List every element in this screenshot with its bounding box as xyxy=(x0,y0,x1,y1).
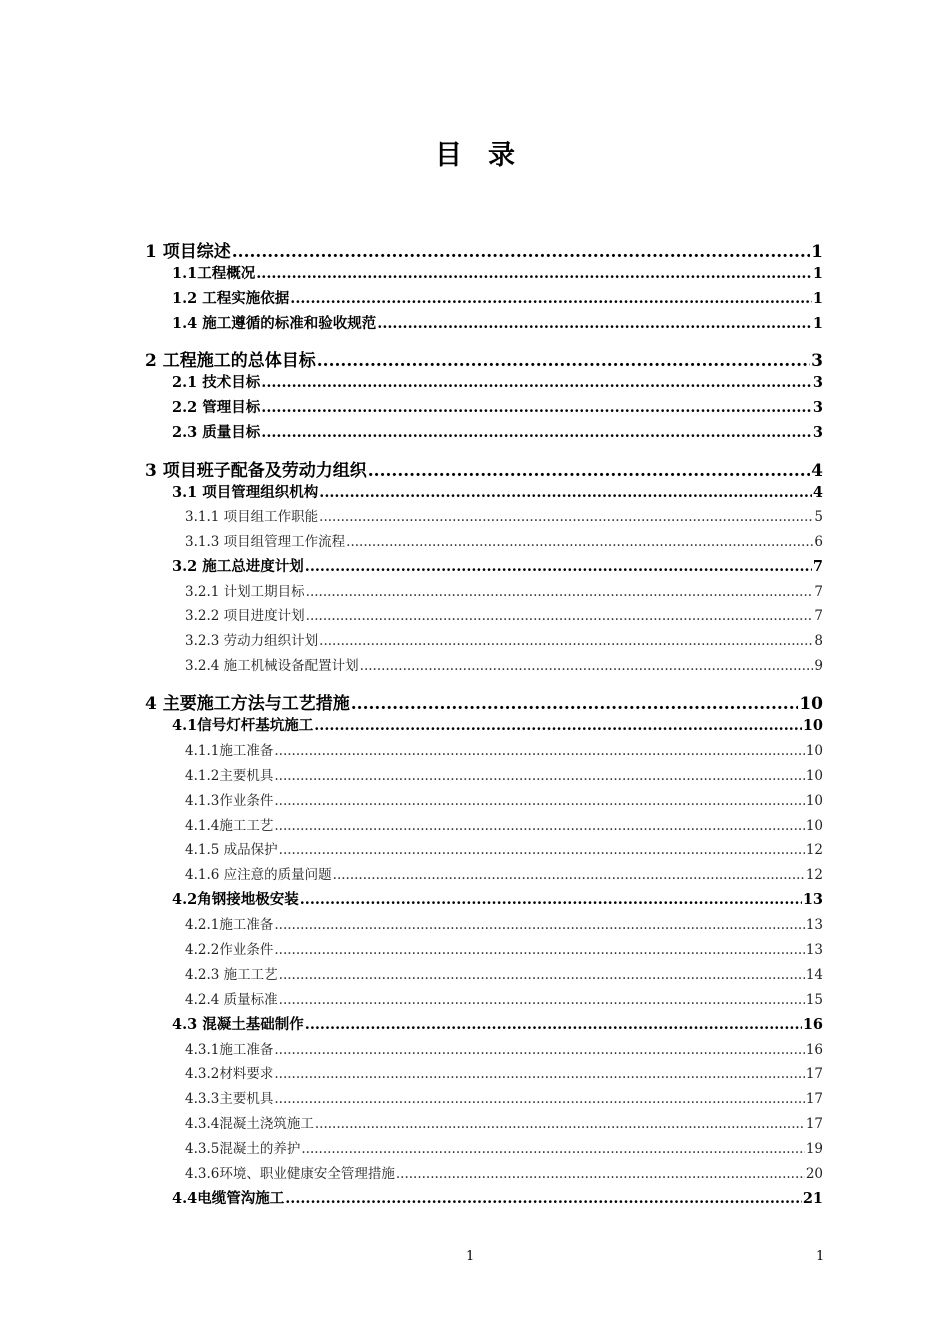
toc-dot-leader xyxy=(305,558,812,575)
toc-dot-leader xyxy=(319,509,813,525)
toc-entry-page: 21 xyxy=(802,1190,823,1207)
toc-entry-text: 4.4电缆管沟施工 xyxy=(172,1190,285,1207)
toc-entry-level-2[interactable] xyxy=(172,262,823,283)
toc-entry-text: 1.2 工程实施依据 xyxy=(172,290,290,307)
toc-entry-page: 1 xyxy=(812,315,823,332)
toc-dot-leader xyxy=(274,793,804,809)
toc-dot-leader xyxy=(319,484,812,501)
toc-dot-leader xyxy=(274,768,804,784)
toc-entry-text: 1.1工程概况 xyxy=(172,265,256,282)
toc-entry-page: 7 xyxy=(814,608,823,624)
footer-page-number-right: 1 xyxy=(816,1249,825,1264)
toc-entry-page: 3 xyxy=(812,424,823,441)
toc-entry-level-3[interactable] xyxy=(185,629,823,649)
toc-entry-page: 10 xyxy=(805,793,823,809)
toc-entry-text: 4.2.2作业条件 xyxy=(185,942,274,958)
toc-dot-leader xyxy=(274,942,804,958)
toc-entry-page: 5 xyxy=(814,509,823,525)
toc-entry-text: 2.1 技术目标 xyxy=(172,374,261,391)
toc-entry-level-3[interactable] xyxy=(185,1038,823,1058)
toc-entry-level-2[interactable] xyxy=(172,1187,823,1208)
toc-dot-leader xyxy=(351,694,799,714)
toc-entry-text: 4.3.1施工准备 xyxy=(185,1042,274,1058)
toc-entry-level-3[interactable] xyxy=(185,838,823,858)
toc-dot-leader xyxy=(305,1016,802,1033)
toc-entry-page: 14 xyxy=(805,967,823,983)
toc-entry-page: 8 xyxy=(814,633,823,649)
toc-entry-text: 3 项目班子配备及劳动力组织 xyxy=(145,461,367,481)
toc-entry-text: 4.1.1施工准备 xyxy=(185,743,274,759)
toc-dot-leader xyxy=(261,399,812,416)
toc-entry-text: 4 主要施工方法与工艺措施 xyxy=(145,694,350,714)
toc-entry-level-3[interactable] xyxy=(185,1062,823,1082)
toc-entry-level-3[interactable] xyxy=(185,1087,823,1107)
toc-dot-leader xyxy=(315,1116,805,1132)
toc-entry-page: 7 xyxy=(814,584,823,600)
toc-entry-page: 1 xyxy=(812,290,823,307)
toc-title: 目录 xyxy=(435,140,541,171)
toc-entry-text: 4.1信号灯杆基坑施工 xyxy=(172,717,314,734)
toc-dot-leader xyxy=(290,290,812,307)
toc-entry-page: 10 xyxy=(805,818,823,834)
toc-entry-page: 12 xyxy=(805,842,823,858)
toc-entry-level-2[interactable] xyxy=(172,481,823,502)
toc-dot-leader xyxy=(300,891,802,908)
toc-dot-leader xyxy=(314,717,802,734)
toc-dot-leader xyxy=(256,265,812,282)
toc-entry-page: 4 xyxy=(811,461,823,481)
toc-entry-page: 10 xyxy=(805,743,823,759)
toc-dot-leader xyxy=(261,374,812,391)
toc-entry-level-2[interactable] xyxy=(172,1013,823,1034)
toc-dot-leader xyxy=(306,608,814,624)
toc-entry-page: 6 xyxy=(814,534,823,550)
toc-entry-text: 3.2 施工总进度计划 xyxy=(172,558,304,575)
toc-entry-level-3[interactable] xyxy=(185,963,823,983)
toc-entry-text: 4.3 混凝土基础制作 xyxy=(172,1016,304,1033)
toc-entry-page: 7 xyxy=(812,558,823,575)
toc-entry-page: 17 xyxy=(805,1116,823,1132)
toc-dot-leader xyxy=(232,242,810,262)
toc-dot-leader xyxy=(285,1190,802,1207)
toc-entry-text: 3.2.2 项目进度计划 xyxy=(185,608,305,624)
toc-entry-level-3[interactable] xyxy=(185,913,823,933)
toc-entry-level-3[interactable] xyxy=(185,739,823,759)
toc-dot-leader xyxy=(279,967,805,983)
toc-dot-leader xyxy=(396,1166,805,1182)
toc-entry-page: 1 xyxy=(811,242,823,262)
toc-entry-level-1[interactable] xyxy=(145,346,823,371)
toc-dot-leader xyxy=(317,351,810,371)
toc-dot-leader xyxy=(274,1091,804,1107)
toc-entry-page: 9 xyxy=(814,658,823,674)
toc-entry-text: 3.1.1 项目组工作职能 xyxy=(185,509,319,525)
toc-entry-page: 3 xyxy=(811,351,823,371)
toc-entry-level-3[interactable] xyxy=(185,789,823,809)
toc-entry-page: 13 xyxy=(805,917,823,933)
toc-entry-level-2[interactable] xyxy=(172,555,823,576)
toc-entry-text: 2.3 质量目标 xyxy=(172,424,261,441)
toc-entry-text: 4.1.2主要机具 xyxy=(185,768,274,784)
toc-entry-page: 13 xyxy=(805,942,823,958)
toc-entry-level-3[interactable] xyxy=(185,1112,823,1132)
toc-dot-leader xyxy=(377,315,812,332)
toc-entry-level-3[interactable] xyxy=(185,580,823,600)
toc-entry-text: 4.3.4混凝土浇筑施工 xyxy=(185,1116,314,1132)
toc-entry-page: 17 xyxy=(805,1091,823,1107)
toc-dot-leader xyxy=(368,461,810,481)
toc-dot-leader xyxy=(274,1066,804,1082)
toc-entry-page: 17 xyxy=(805,1066,823,1082)
toc-entry-level-3[interactable] xyxy=(185,604,823,624)
toc-entry-page: 15 xyxy=(805,992,823,1008)
toc-dot-leader xyxy=(360,658,814,674)
toc-entry-level-2[interactable] xyxy=(172,396,823,417)
toc-entry-level-2[interactable] xyxy=(172,287,823,308)
toc-entry-level-3[interactable] xyxy=(185,938,823,958)
toc-entry-text: 4.3.2材料要求 xyxy=(185,1066,274,1082)
toc-entry-page: 16 xyxy=(805,1042,823,1058)
toc-entry-text: 3.2.4 施工机械设备配置计划 xyxy=(185,658,359,674)
toc-dot-leader xyxy=(279,992,805,1008)
toc-dot-leader xyxy=(274,818,804,834)
toc-dot-leader xyxy=(274,917,804,933)
toc-entry-text: 3.1 项目管理组织机构 xyxy=(172,484,319,501)
toc-entry-page: 1 xyxy=(812,265,823,282)
toc-entry-text: 3.2.1 计划工期目标 xyxy=(185,584,305,600)
toc-entry-page: 13 xyxy=(802,891,823,908)
toc-entry-text: 3.2.3 劳动力组织计划 xyxy=(185,633,319,649)
toc-entry-text: 1.4 施工遵循的标准和验收规范 xyxy=(172,315,377,332)
toc-dot-leader xyxy=(306,584,814,600)
toc-dot-leader xyxy=(279,842,805,858)
toc-entry-text: 4.3.3主要机具 xyxy=(185,1091,274,1107)
toc-entry-level-2[interactable] xyxy=(172,371,823,392)
toc-entry-page: 10 xyxy=(799,694,823,714)
toc-entry-level-3[interactable] xyxy=(185,1162,823,1182)
toc-dot-leader xyxy=(274,743,804,759)
toc-entry-level-2[interactable] xyxy=(172,312,823,333)
toc-entry-level-3[interactable] xyxy=(185,505,823,525)
toc-entry-page: 16 xyxy=(802,1016,823,1033)
toc-entry-level-1[interactable] xyxy=(145,689,823,714)
toc-entry-text: 4.2.1施工准备 xyxy=(185,917,274,933)
toc-entry-text: 4.2.3 施工工艺 xyxy=(185,967,278,983)
toc-entry-level-1[interactable] xyxy=(145,237,823,262)
toc-entry-page: 3 xyxy=(812,399,823,416)
toc-entry-page: 12 xyxy=(805,867,823,883)
toc-entry-text: 4.3.5混凝土的养护 xyxy=(185,1141,301,1157)
toc-entry-page: 20 xyxy=(805,1166,823,1182)
toc-dot-leader xyxy=(346,534,813,550)
toc-entry-text: 2.2 管理目标 xyxy=(172,399,261,416)
toc-entry-text: 4.3.6环境、职业健康安全管理措施 xyxy=(185,1166,395,1182)
toc-entry-level-1[interactable] xyxy=(145,456,823,481)
toc-entry-level-3[interactable] xyxy=(185,530,823,550)
toc-entry-level-3[interactable] xyxy=(185,1137,823,1157)
toc-entry-page: 10 xyxy=(802,717,823,734)
toc-entry-page: 3 xyxy=(812,374,823,391)
toc-entry-text: 4.2角钢接地极安装 xyxy=(172,891,299,908)
toc-entry-text: 2 工程施工的总体目标 xyxy=(145,351,316,371)
toc-entry-page: 10 xyxy=(805,768,823,784)
toc-dot-leader xyxy=(333,867,805,883)
toc-entry-text: 3.1.3 项目组管理工作流程 xyxy=(185,534,346,550)
toc-entry-level-2[interactable] xyxy=(172,714,823,735)
toc-dot-leader xyxy=(301,1141,804,1157)
footer-page-number-center: 1 xyxy=(466,1249,475,1264)
toc-entry-page: 19 xyxy=(805,1141,823,1157)
toc-entry-text: 1 项目综述 xyxy=(145,242,231,262)
toc-entry-level-2[interactable] xyxy=(172,421,823,442)
toc-dot-leader xyxy=(319,633,813,649)
toc-entry-level-3[interactable] xyxy=(185,863,823,883)
toc-entry-level-3[interactable] xyxy=(185,764,823,784)
toc-dot-leader xyxy=(274,1042,804,1058)
toc-entry-level-3[interactable] xyxy=(185,814,823,834)
toc-entry-text: 4.1.6 应注意的质量问题 xyxy=(185,867,332,883)
toc-entry-level-3[interactable] xyxy=(185,654,823,674)
toc-entry-level-2[interactable] xyxy=(172,888,823,909)
toc-dot-leader xyxy=(261,424,812,441)
toc-entry-level-3[interactable] xyxy=(185,988,823,1008)
toc-entry-text: 4.1.3作业条件 xyxy=(185,793,274,809)
toc-entry-page: 4 xyxy=(812,484,823,501)
toc-entry-text: 4.1.4施工工艺 xyxy=(185,818,274,834)
toc-entry-text: 4.2.4 质量标准 xyxy=(185,992,278,1008)
toc-entry-text: 4.1.5 成品保护 xyxy=(185,842,278,858)
